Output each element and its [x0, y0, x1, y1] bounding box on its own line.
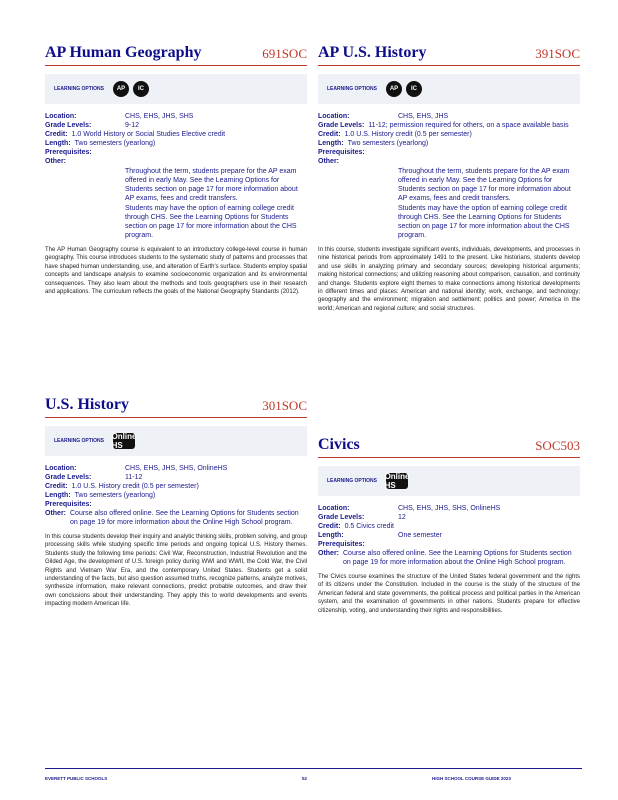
footer-rule [45, 768, 582, 769]
length-label: Length: [318, 532, 344, 539]
location-label: Location: [45, 465, 77, 472]
learning-options-label: LEARNING OPTIONS [326, 477, 377, 484]
course-code: 301SOC [262, 398, 307, 413]
course-fields [318, 112, 580, 240]
other-note-chs: Students may have the option of earning college credit through CHS. See the Learning Options for Students section on page 17 for more information about the CHS program. [125, 205, 297, 239]
other-note: Throughout the term, students prepare for the AP exam offered in early May. See the Learning Options for Students section on page 17 for more information about AP exams, fees and credit transfers. [398, 168, 571, 202]
other-label: Other: [318, 158, 339, 165]
other-note: Course also offered online. See the Learning Options for Students section on page 19 for more information about the Online High School program. [343, 550, 572, 566]
length-label: Length: [318, 140, 344, 147]
credit-value: 1.0 World History or Social Studies Elective credit [71, 131, 226, 138]
length-value: Two semesters (yearlong) [347, 140, 429, 147]
course-code: 691SOC [262, 46, 307, 61]
learning-options-bar [318, 466, 580, 496]
location-value: CHS, EHS, JHS [398, 113, 449, 120]
location-value: CHS, EHS, JHS, SHS, OnlineHS [125, 465, 228, 472]
other-label: Other: [45, 158, 66, 165]
learning-options-label: LEARNING OPTIONS [326, 85, 377, 92]
online-hs-badge-icon: Online HS [111, 432, 137, 450]
credit-value: 1.0 U.S. History credit (0.5 per semester) [344, 131, 472, 138]
length-value: One semester [398, 532, 442, 539]
other-note: Course also offered online. See the Learning Options for Students section on page 19 for more information about the Online High School program. [70, 510, 299, 526]
college-credit-badge-icon: IC [406, 81, 422, 97]
course-description: The AP Human Geography course is equivalent to an introductory college-level course in human geography. This course introduces students to the systematic study of patterns and processes that have shaped human understanding, use, and alteration of Earth's surface. Students employ spatial concepts and landscape analysis to examine socioeconomic organization and its environmental consequences. They also learn about the methods and tools geographers use in their research and applications. The curriculum reflects the goals of the National Geography Standards (2012). [45, 247, 307, 296]
footer-district: EVERETT PUBLIC SCHOOLS [45, 776, 108, 781]
footer-guide-title: HIGH SCHOOL COURSE GUIDE 2023 [432, 776, 511, 781]
course-description: In this course, students investigate significant events, individuals, developments, and processes in nine historical periods from approximately 1491 to the present. Like historians, students develop and use skills in analyzing primary and secondary sources; developing historical arguments; making historical connections; and utilizing reasoning about comparison, causation, and continuity and change. Students explore eight themes to make connections among historical developments in different times and places: American and national identity; work, exchange, and technology; geography and the environment; migration and settlement; politics and power; America in the world; American and regional culture; and social structures. [318, 247, 580, 312]
credit-label: Credit: [318, 131, 341, 138]
learning-options-bar [318, 74, 580, 104]
divider [318, 457, 580, 458]
course-code: SOC503 [535, 438, 580, 453]
location-value: CHS, EHS, JHS, SHS [125, 113, 194, 120]
credit-label: Credit: [318, 523, 341, 530]
divider [45, 65, 307, 66]
other-note: Throughout the term, students prepare for the AP exam offered in early May. See the Learning Options for Students section on page 17 for more information about AP exams, fees and credit transfers. [125, 168, 298, 202]
footer-page-number: 52 [302, 776, 308, 781]
course-title: U.S. History [45, 396, 129, 413]
prereq-label: Prerequisites: [45, 149, 92, 156]
course-title: Civics [318, 436, 360, 453]
grade-value: 9-12 [125, 122, 140, 129]
grade-value: 11-12; permission required for others, on a space available basis [368, 122, 569, 129]
course-ush [45, 392, 307, 609]
grade-value: 12 [398, 514, 406, 521]
ap-badge-icon: AP [386, 81, 402, 97]
course-civics [318, 432, 580, 615]
location-label: Location: [318, 505, 350, 512]
learning-options-label: LEARNING OPTIONS [53, 85, 104, 92]
prereq-label: Prerequisites: [318, 541, 365, 548]
credit-value: 0.5 Civics credit [344, 523, 394, 530]
course-description: The Civics course examines the structure of the United States federal government and the rights of its citizens under the Constitution. Included in the course is the study of the structure of the American federal and state governments, the political process and political parties in the American system, and the examination of governments in other nations. Students prepare for effective citizenship, voting, and understanding their rights and responsibilities. [318, 574, 580, 614]
ap-badge-icon: AP [113, 81, 129, 97]
college-credit-badge-icon: IC [133, 81, 149, 97]
course-fields [45, 112, 307, 240]
grade-label: Grade Levels: [318, 122, 365, 129]
divider [318, 65, 580, 66]
course-aphg [45, 40, 307, 296]
divider [45, 417, 307, 418]
learning-options-label: LEARNING OPTIONS [53, 437, 104, 444]
course-title: AP Human Geography [45, 44, 202, 61]
length-label: Length: [45, 140, 71, 147]
grade-label: Grade Levels: [45, 474, 92, 481]
course-code: 391SOC [535, 46, 580, 61]
grade-label: Grade Levels: [318, 514, 365, 521]
location-label: Location: [318, 113, 350, 120]
length-label: Length: [45, 492, 71, 499]
grade-value: 11-12 [125, 474, 143, 481]
online-hs-badge-icon: Online HS [384, 472, 410, 490]
credit-label: Credit: [45, 483, 68, 490]
credit-label: Credit: [45, 131, 68, 138]
prereq-label: Prerequisites: [318, 149, 365, 156]
other-label: Other: [318, 550, 339, 557]
other-label: Other: [45, 510, 66, 517]
course-fields [45, 464, 307, 527]
prereq-label: Prerequisites: [45, 501, 92, 508]
course-apush [318, 40, 580, 313]
location-label: Location: [45, 113, 77, 120]
learning-options-bar [45, 74, 307, 104]
grade-label: Grade Levels: [45, 122, 92, 129]
length-value: Two semesters (yearlong) [74, 492, 156, 499]
course-fields [318, 504, 580, 567]
learning-options-bar [45, 426, 307, 456]
course-description: In this course students develop their inquiry and analytic thinking skills, problem solving, and group processing skills while studying specific time periods and ongoing topical U.S. History themes. Students study the following time periods: Civil War, Reconstruction, Industrial Revolution and the Gilded Age, the development of U.S. foreign policy during WWI and WWII, the Cold War, the Civil Rights and Vietnam War Era, and the contemporary United States. Students get a solid understanding of the facts, but also question assumed truths, recognize patterns, analyze motives, synthesize information, make relevant connections, predict probable outcomes, and draw their own conclusions about their understanding. They apply this to world developments and events impacting modern American life. [45, 534, 307, 608]
other-note-chs: Students may have the option of earning college credit through CHS. See the Learning Options for Students section on page 17 for more information about the CHS program. [398, 205, 570, 239]
length-value: Two semesters (yearlong) [74, 140, 156, 147]
credit-value: 1.0 U.S. History credit (0.5 per semester) [71, 483, 199, 490]
location-value: CHS, EHS, JHS, SHS, OnlineHS [398, 505, 501, 512]
course-title: AP U.S. History [318, 44, 427, 61]
